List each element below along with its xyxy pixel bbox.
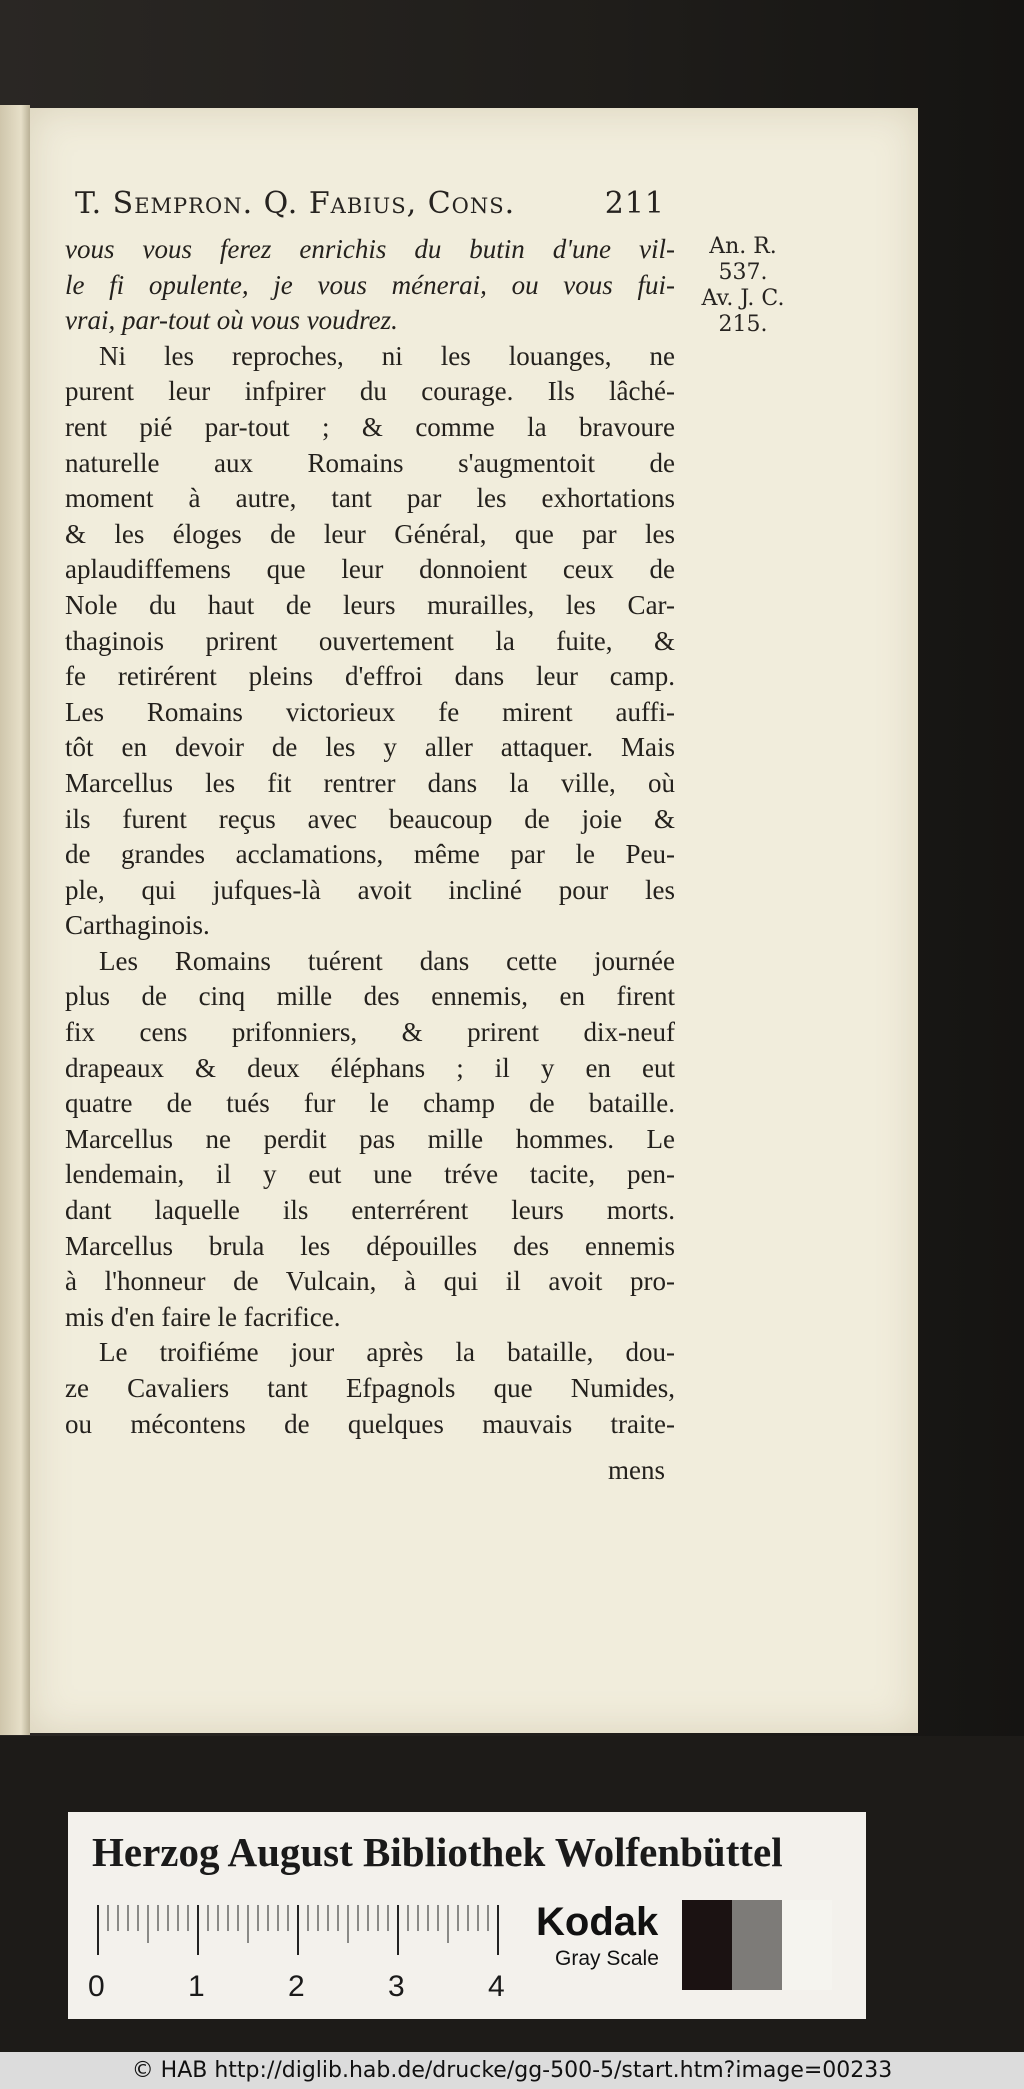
text-line: fix cens prifonniers, & prirent dix-neuf — [65, 1017, 675, 1048]
text-line: & les éloges de leur Général, que par les — [65, 518, 675, 549]
library-name: Herzog August Bibliothek Wolfenbüttel — [92, 1829, 783, 1875]
text-line: dant laquelle ils enterrérent leurs morts. — [65, 1195, 675, 1226]
text-line: rent pié par-tout ; & comme la bravoure — [65, 411, 675, 442]
ruler-number: 4 — [488, 1970, 505, 2003]
gray-swatch-white — [782, 1900, 832, 1990]
previous-page-edge — [0, 105, 30, 1735]
text-line: tôt en devoir de les y aller attaquer. Mais — [65, 732, 675, 763]
margin-note-line: Av. J. C. — [701, 286, 785, 311]
scale-ruler — [88, 1905, 508, 1960]
text-line: Nole du haut de leurs murailles, les Car- — [65, 589, 675, 620]
ruler-number: 2 — [288, 1970, 305, 2003]
text-line: ou mécontens de quelques mauvais traite- — [65, 1408, 675, 1439]
text-line: Le troifiéme jour après la bataille, dou- — [99, 1337, 675, 1368]
text-line: ils furent reçus avec beaucoup de joie & — [65, 803, 675, 834]
text-line: vous vous ferez enrichis du butin d'une vil- — [65, 234, 675, 264]
text-line: lendemain, il y eut une tréve tacite, pen- — [65, 1159, 675, 1190]
text-line: purent leur infpirer du courage. Ils lâché- — [65, 376, 675, 407]
margin-note-line: 537. — [718, 260, 768, 285]
text-line: Ni les reproches, ni les louanges, ne — [99, 340, 675, 371]
kodak-logo-text: Kodak — [536, 1900, 659, 1944]
ruler-number: 0 — [88, 1970, 105, 2003]
text-line: naturelle aux Romains s'augmentoit de — [65, 447, 675, 478]
text-line: drapeaux & deux éléphans ; il y en eut — [65, 1052, 675, 1083]
text-line: aplaudiffemens que leur donnoient ceux de — [65, 554, 675, 585]
text-line: Marcellus brula les dépouilles des ennemis — [65, 1230, 675, 1261]
text-line: Marcellus ne perdit pas mille hommes. Le — [65, 1123, 675, 1154]
text-line: moment à autre, tant par les exhortations — [65, 483, 675, 514]
margin-date-note — [678, 234, 808, 338]
copyright-footer: © HAB http://diglib.hab.de/drucke/gg-500-5/start.htm?image=00233 — [0, 2052, 1024, 2089]
text-line: Les Romains tuérent dans cette journée — [99, 945, 675, 976]
gray-scale-label: Gray Scale — [555, 1947, 659, 1970]
text-line: à l'honneur de Vulcain, à qui il avoit pro- — [65, 1266, 675, 1297]
text-line: Les Romains victorieux fe mirent auffi- — [65, 696, 675, 727]
text-line: fe retirérent pleins d'effroi dans leur camp. — [65, 661, 675, 692]
text-line: vrai, par-tout où vous voudrez. — [65, 305, 398, 336]
text-line: Marcellus les fit rentrer dans la ville, où — [65, 767, 675, 798]
running-head — [75, 186, 675, 221]
text-line: de grandes acclamations, même par le Peu- — [65, 839, 675, 870]
page-body-text — [65, 232, 675, 1442]
gray-swatch-mid — [732, 1900, 782, 1990]
page-number: 211 — [604, 186, 665, 221]
text-line: plus de cinq mille des ennemis, en firent — [65, 981, 675, 1012]
ruler-number: 3 — [388, 1970, 405, 2003]
text-line: quatre de tués fur le champ de bataille. — [65, 1088, 675, 1119]
running-head-text: T. Sempron. Q. Fabius, Cons. — [75, 186, 516, 221]
catchword: mens — [608, 1455, 665, 1485]
text-line: ple, qui jufques-là avoit incliné pour les — [65, 874, 675, 905]
text-line: Carthaginois. — [65, 910, 210, 941]
text-line: ze Cavaliers tant Efpagnols que Numides, — [65, 1373, 675, 1403]
text-line: le fi opulente, je vous ménerai, ou vous fui- — [65, 269, 675, 300]
margin-note-line: An. R. — [709, 234, 777, 259]
text-line: thaginois prirent ouvertement la fuite, & — [65, 625, 675, 656]
gray-swatch-black — [682, 1900, 732, 1990]
ruler-number: 1 — [188, 1970, 205, 2003]
text-line: mis d'en faire le facrifice. — [65, 1301, 341, 1332]
margin-note-line: 215. — [718, 312, 768, 337]
